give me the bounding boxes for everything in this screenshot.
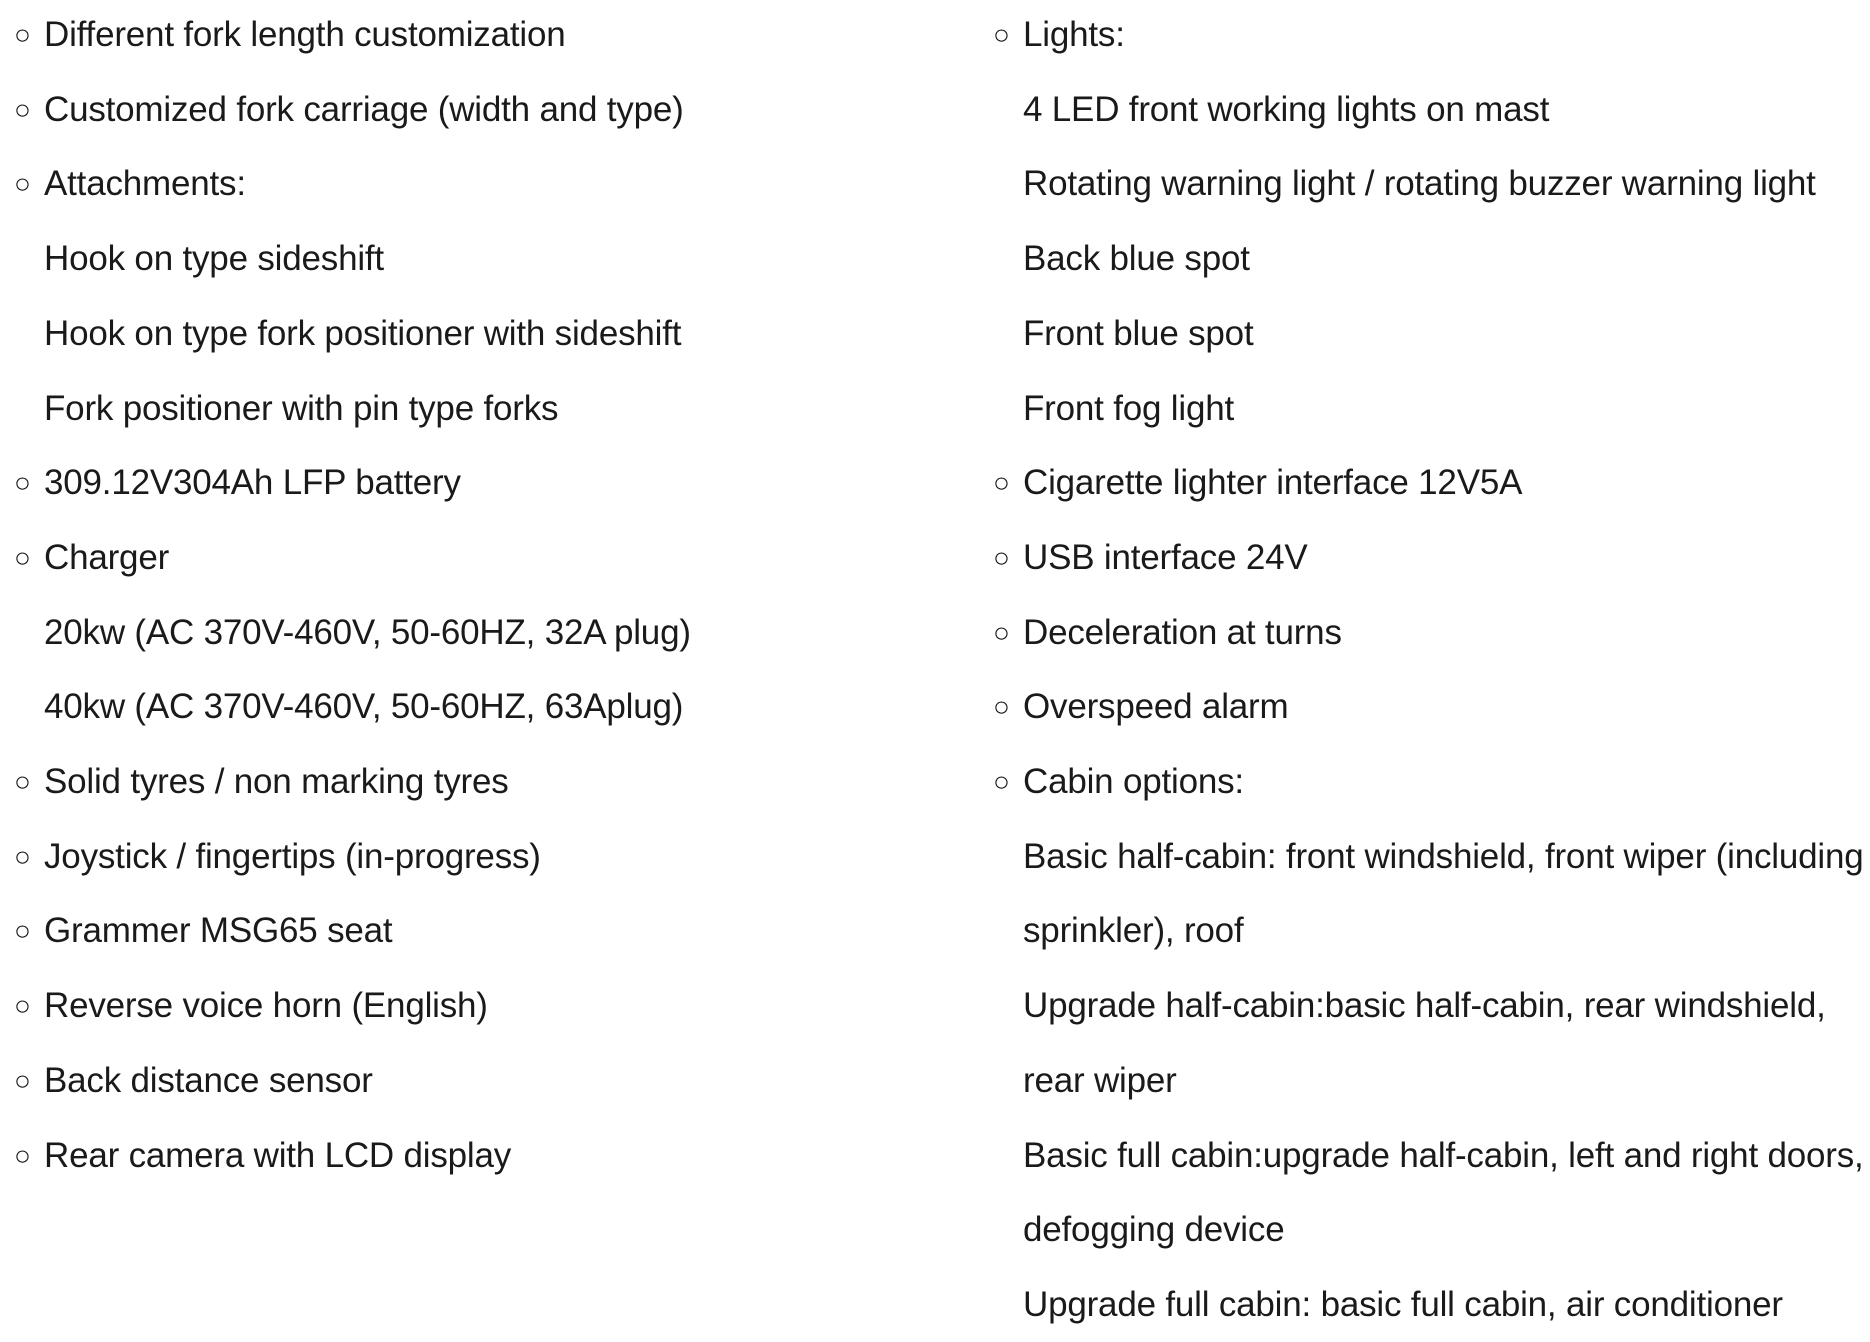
bullet-circle-icon: ○ bbox=[14, 766, 31, 797]
item-text: 40kw (AC 370V-460V, 50-60HZ, 63Aplug) bbox=[44, 687, 684, 727]
list-item-back-distance-sensor bbox=[14, 1043, 373, 1118]
sub-list-item-upgrade-half-cabin-basic-half-cabin-rear bbox=[993, 968, 1826, 1043]
sub-list-item-40kw-ac-370v-460v-50-60hz-63aplug bbox=[14, 669, 683, 744]
item-text: Customized fork carriage (width and type) bbox=[44, 89, 684, 129]
sub-list-item-4-led-front-working-lights-on-mast bbox=[993, 72, 1549, 147]
list-item-grammer-msg65-seat bbox=[14, 893, 392, 968]
item-text: Charger bbox=[44, 537, 170, 577]
item-text: Front fog light bbox=[1023, 388, 1234, 428]
item-text: Upgrade full cabin: basic full cabin, air conditioner bbox=[1023, 1284, 1783, 1324]
item-text: Basic full cabin:upgrade half-cabin, left and right doors, bbox=[1023, 1135, 1864, 1175]
item-text: sprinkler), roof bbox=[1023, 911, 1244, 951]
bullet-circle-icon: ○ bbox=[14, 19, 31, 50]
list-item-cabin-options bbox=[993, 744, 1244, 819]
item-text: rear wiper bbox=[1023, 1060, 1177, 1100]
bullet-circle-icon: ○ bbox=[993, 19, 1010, 50]
bullet-circle-icon: ○ bbox=[993, 541, 1010, 573]
item-text: Front blue spot bbox=[1023, 313, 1254, 353]
sub-list-item-upgrade-full-cabin-basic-full-cabin-air- bbox=[993, 1267, 1783, 1342]
item-text: Different fork length customization bbox=[44, 15, 566, 54]
item-text: Deceleration at turns bbox=[1023, 612, 1342, 652]
bullet-circle-icon: ○ bbox=[14, 840, 31, 872]
sub-list-item-front-blue-spot bbox=[993, 296, 1253, 371]
item-text: Joystick / fingertips (in-progress) bbox=[44, 836, 541, 876]
bullet-circle-icon: ○ bbox=[993, 766, 1010, 797]
bullet-circle-icon: ○ bbox=[14, 1064, 31, 1096]
list-item-overspeed-alarm bbox=[993, 669, 1288, 744]
sub-list-item-20kw-ac-370v-460v-50-60hz-32a-plug bbox=[14, 595, 691, 670]
item-text: Fork positioner with pin type forks bbox=[44, 388, 559, 428]
bullet-circle-icon: ○ bbox=[993, 691, 1010, 723]
list-item-attachments bbox=[14, 146, 246, 221]
list-item-joystick-fingertips-in-progress bbox=[14, 819, 541, 894]
list-item-usb-interface-24v bbox=[993, 520, 1308, 595]
item-text: Grammer MSG65 seat bbox=[44, 911, 393, 951]
item-text: Upgrade half-cabin:basic half-cabin, rear windshield, bbox=[1023, 986, 1826, 1026]
list-item-charger bbox=[14, 520, 169, 595]
sub-list-item-defogging-device bbox=[993, 1192, 1284, 1267]
sub-list-item-fork-positioner-with-pin-type-forks bbox=[14, 371, 558, 446]
item-text: Reverse voice horn (English) bbox=[44, 986, 488, 1026]
list-item-309-12v304ah-lfp-battery bbox=[14, 445, 461, 520]
bullet-circle-icon: ○ bbox=[14, 467, 31, 499]
list-item-rear-camera-with-lcd-display bbox=[14, 1118, 511, 1193]
item-text: Cabin options: bbox=[1023, 762, 1244, 801]
bullet-circle-icon: ○ bbox=[14, 93, 31, 125]
sub-list-item-rotating-warning-light-rotating-buzzer-w bbox=[993, 146, 1816, 221]
item-text: 309.12V304Ah LFP battery bbox=[44, 463, 461, 503]
sub-list-item-back-blue-spot bbox=[993, 221, 1250, 296]
item-text: Solid tyres / non marking tyres bbox=[44, 762, 509, 801]
sub-list-item-rear-wiper bbox=[993, 1043, 1177, 1118]
item-text: Basic half-cabin: front windshield, front wiper (including bbox=[1023, 836, 1864, 876]
list-item-lights bbox=[993, 0, 1125, 72]
list-item-customized-fork-carriage-width-and-type bbox=[14, 72, 684, 147]
item-text: Lights: bbox=[1023, 15, 1125, 54]
item-text: Overspeed alarm bbox=[1023, 687, 1289, 727]
bullet-circle-icon: ○ bbox=[993, 616, 1010, 648]
item-text: Back blue spot bbox=[1023, 239, 1250, 279]
sub-list-item-basic-half-cabin-front-windshield-front- bbox=[993, 819, 1863, 894]
list-item-solid-tyres-non-marking-tyres bbox=[14, 744, 509, 819]
item-text: Rotating warning light / rotating buzzer warning light bbox=[1023, 164, 1816, 204]
list-item-deceleration-at-turns bbox=[993, 595, 1342, 670]
list-item-reverse-voice-horn-english bbox=[14, 968, 488, 1043]
sub-list-item-hook-on-type-fork-positioner-with-sidesh bbox=[14, 296, 681, 371]
item-text: Back distance sensor bbox=[44, 1060, 373, 1100]
list-item-different-fork-length-customization bbox=[14, 0, 566, 72]
item-text: Attachments: bbox=[44, 164, 246, 204]
item-text: Hook on type fork positioner with sideshift bbox=[44, 313, 682, 353]
item-text: 4 LED front working lights on mast bbox=[1023, 89, 1550, 129]
bullet-circle-icon: ○ bbox=[14, 915, 31, 947]
sub-list-item-sprinkler-roof bbox=[993, 893, 1243, 968]
sub-list-item-basic-full-cabin-upgrade-half-cabin-left bbox=[993, 1118, 1864, 1193]
item-text: USB interface 24V bbox=[1023, 537, 1308, 577]
bullet-circle-icon: ○ bbox=[14, 541, 31, 573]
sub-list-item-hook-on-type-sideshift bbox=[14, 221, 384, 296]
bullet-circle-icon: ○ bbox=[993, 467, 1010, 499]
bullet-circle-icon: ○ bbox=[14, 168, 31, 200]
sub-list-item-front-fog-light bbox=[993, 371, 1234, 446]
list-item-cigarette-lighter-interface-12v5a bbox=[993, 445, 1522, 520]
item-text: 20kw (AC 370V-460V, 50-60HZ, 32A plug) bbox=[44, 612, 691, 652]
bullet-circle-icon: ○ bbox=[14, 1139, 31, 1171]
item-text: Rear camera with LCD display bbox=[44, 1135, 512, 1175]
item-text: Hook on type sideshift bbox=[44, 239, 384, 279]
bullet-circle-icon: ○ bbox=[14, 990, 31, 1022]
item-text: Cigarette lighter interface 12V5A bbox=[1023, 463, 1523, 503]
item-text: defogging device bbox=[1023, 1210, 1285, 1250]
